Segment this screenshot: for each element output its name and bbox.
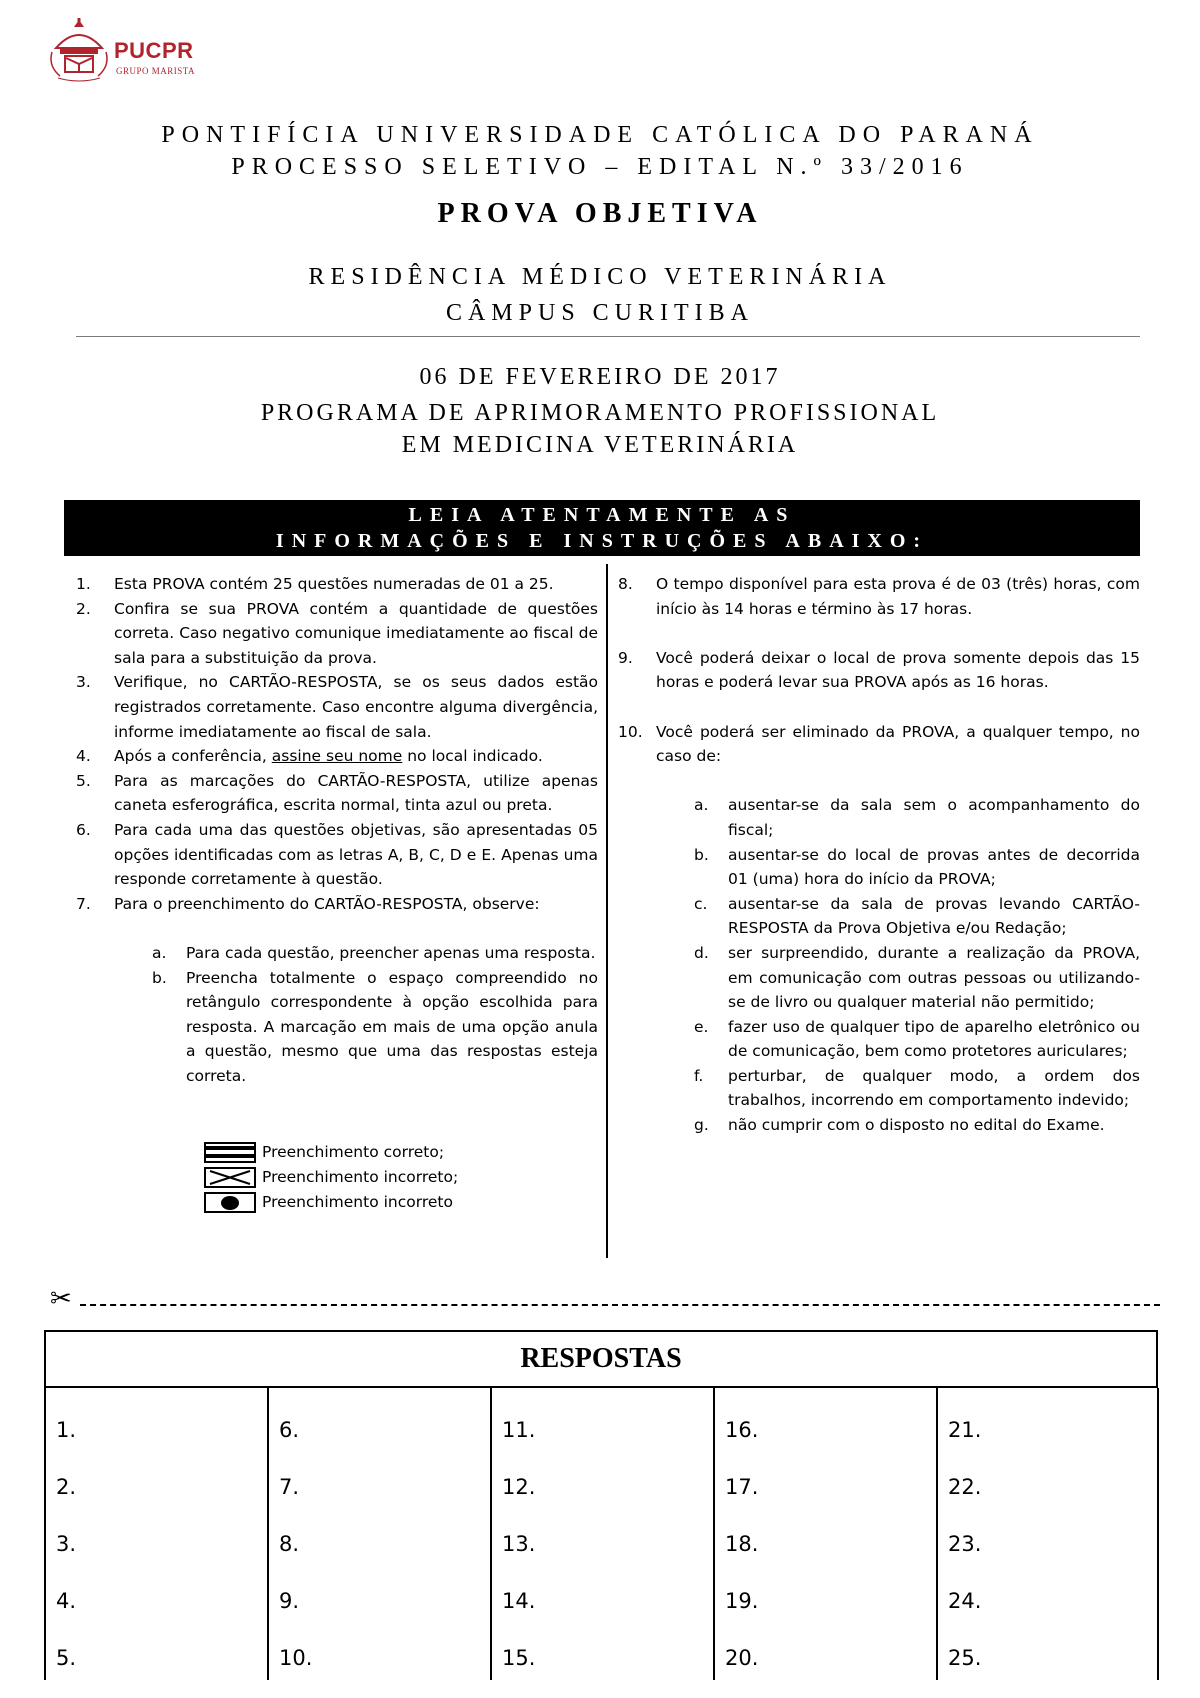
instructions-right-column — [612, 572, 1140, 1138]
subitem-letter: c. — [694, 894, 708, 913]
instruction-text: Para o preenchimento do CARTÃO-RESPOSTA, observe: — [114, 894, 540, 913]
instruction-text: Para as marcações do CARTÃO-RESPOSTA, utilize apenas caneta esferográfica, escrita normal, tinta azul ou preta. — [114, 771, 598, 815]
instruction-item — [70, 597, 598, 671]
instruction-item — [612, 720, 1140, 769]
instruction-subitem — [612, 793, 1140, 842]
instruction-text: no local indicado. — [402, 747, 543, 766]
legend-incorrect-label: Preenchimento incorreto; — [262, 1168, 459, 1186]
instruction-item — [70, 818, 598, 892]
item-number: 3. — [76, 673, 91, 692]
pucpr-crest-icon — [48, 18, 110, 82]
answer-slot: 5. — [56, 1646, 77, 1670]
instruction-text: Confira se sua PROVA contém a quantidade de questões correta. Caso negativo comunique imediatamente ao fiscal de sala para a substituição da prova. — [114, 599, 598, 667]
instruction-text: Para cada uma das questões objetivas, são apresentadas 05 opções identificadas com as letras A, B, C, D e E. Apenas uma responde corretamente à questão. — [114, 820, 598, 889]
answer-slot: 20. — [725, 1646, 759, 1670]
answer-slot: 11. — [502, 1418, 536, 1442]
answer-slot: 12. — [502, 1475, 536, 1499]
answer-slot: 16. — [725, 1418, 759, 1442]
column-divider — [606, 564, 608, 1258]
subitem-letter: e. — [694, 1017, 709, 1036]
subitem-letter: b. — [694, 845, 709, 864]
answer-slot: 18. — [725, 1532, 759, 1556]
answer-slot: 22. — [948, 1475, 982, 1499]
instruction-text: ausentar-se do local de provas antes de decorrida 01 (uma) hora do início da PROVA; — [728, 845, 1140, 889]
answer-slot: 2. — [56, 1475, 77, 1499]
item-number: 5. — [76, 771, 91, 790]
answer-column-divider — [267, 1388, 269, 1680]
instruction-text: Preencha totalmente o espaço compreendido no retângulo correspondente à opção escolhida para resposta. A marcação em mais de uma opção anula a questão, mesmo que uma das respostas esteja correta. — [186, 968, 598, 1085]
subitem-letter: d. — [694, 943, 709, 962]
instruction-item — [70, 892, 598, 917]
process-title: PROCESSO SELETIVO – EDITAL N.º 33/2016 — [231, 154, 969, 180]
answer-slot: 15. — [502, 1646, 536, 1670]
instruction-text: Após a conferência, — [114, 747, 272, 766]
scissors-icon: ✂ — [50, 1284, 72, 1314]
instruction-item — [70, 572, 598, 597]
answer-slot: 3. — [56, 1532, 77, 1556]
instruction-text: fazer uso de qualquer tipo de aparelho eletrônico ou de comunicação, bem como protetores auriculares; — [728, 1017, 1140, 1061]
instruction-text: Verifique, no CARTÃO-RESPOSTA, se os seus dados estão registrados corretamente. Caso encontre alguma divergência, informe imediatamente ao fiscal de sala. — [114, 673, 598, 741]
instruction-underlined-text: assine seu nome — [271, 747, 403, 766]
instruction-text: Você poderá deixar o local de prova somente depois das 15 horas e poderá levar sua PROVA após as 16 horas. — [656, 648, 1140, 692]
answer-slot: 9. — [279, 1589, 300, 1613]
program-title-line1: PROGRAMA DE APRIMORAMENTO PROFISSIONAL — [260, 400, 940, 426]
answer-slot: 8. — [279, 1532, 300, 1556]
instruction-text: ausentar-se da sala sem o acompanhamento do fiscal; — [728, 796, 1140, 839]
answer-slot: 4. — [56, 1589, 77, 1613]
legend-correct-label: Preenchimento correto; — [262, 1143, 445, 1161]
item-number: 7. — [76, 894, 91, 913]
answers-grid — [44, 1388, 1160, 1680]
banner-line1: LEIA ATENTAMENTE AS — [408, 504, 796, 526]
answer-slot: 13. — [502, 1532, 536, 1556]
instruction-text: ausentar-se da sala de provas levando CARTÃO-RESPOSTA da Prova Objetiva e/ou Redação; — [728, 894, 1140, 938]
instructions-banner — [64, 500, 1140, 556]
instruction-text: perturbar, de qualquer modo, a ordem dos trabalhos, incorrendo em comportamento indevido; — [728, 1066, 1140, 1110]
instruction-text: Você poderá ser eliminado da PROVA, a qualquer tempo, no caso de: — [656, 722, 1140, 766]
dot-mark-icon — [204, 1192, 256, 1213]
answer-slot: 17. — [725, 1475, 759, 1499]
answer-slot: 14. — [502, 1589, 536, 1613]
item-number: 8. — [618, 575, 633, 593]
answer-column-divider — [936, 1388, 938, 1680]
cut-line — [80, 1304, 1160, 1306]
answer-slot: 24. — [948, 1589, 982, 1613]
banner-line2: INFORMAÇÕES E INSTRUÇÕES ABAIXO: — [275, 530, 929, 552]
instruction-subitem — [612, 892, 1140, 941]
instruction-item — [70, 769, 598, 818]
answer-slot: 25. — [948, 1646, 982, 1670]
filled-mark-icon — [204, 1142, 256, 1163]
instruction-subitem — [612, 1015, 1140, 1064]
instruction-item — [612, 646, 1140, 695]
answer-column-divider — [490, 1388, 492, 1680]
subitem-letter: f. — [694, 1066, 704, 1085]
instruction-text: ser surpreendido, durante a realização da PROVA, em comunicação com outras pessoas ou utilizando-se de livro ou qualquer material não permitido; — [728, 943, 1140, 1012]
pucpr-logo — [48, 18, 208, 90]
header-divider — [76, 336, 1140, 337]
instruction-text: Esta PROVA contém 25 questões numeradas de 01 a 25. — [114, 575, 554, 593]
answer-slot: 6. — [279, 1418, 300, 1442]
instruction-text: O tempo disponível para esta prova é de 03 (três) horas, com início às 14 horas e término às 17 horas. — [656, 575, 1140, 618]
instruction-subitem — [70, 941, 598, 966]
residency-title: RESIDÊNCIA MÉDICO VETERINÁRIA — [308, 264, 892, 290]
program-title-line2: EM MEDICINA VETERINÁRIA — [401, 432, 799, 458]
university-title: PONTIFÍCIA UNIVERSIDADE CATÓLICA DO PARANÁ — [161, 122, 1039, 148]
instruction-subitem — [612, 1064, 1140, 1113]
instruction-item — [70, 744, 598, 769]
answer-column-divider — [1157, 1388, 1159, 1680]
instruction-item — [70, 670, 598, 744]
instructions-left-column — [70, 572, 598, 1088]
subitem-letter: a. — [694, 796, 709, 815]
answer-slot: 23. — [948, 1532, 982, 1556]
exam-date: 06 DE FEVEREIRO DE 2017 — [419, 364, 781, 390]
item-number: 10. — [618, 722, 643, 741]
item-number: 4. — [76, 747, 91, 766]
subitem-letter: g. — [694, 1116, 709, 1135]
item-number: 2. — [76, 599, 91, 618]
subitem-letter: a. — [152, 943, 167, 962]
answer-slot: 19. — [725, 1589, 759, 1613]
instruction-subitem — [70, 966, 598, 1089]
instruction-text: Para cada questão, preencher apenas uma resposta. — [186, 943, 596, 962]
logo-subtitle: GRUPO MARISTA — [116, 66, 196, 76]
instruction-subitem — [612, 941, 1140, 1015]
answer-slot: 21. — [948, 1418, 982, 1442]
legend-incorrect-label: Preenchimento incorreto — [262, 1193, 453, 1211]
instruction-item — [612, 572, 1140, 621]
subitem-letter: b. — [152, 968, 167, 987]
item-number: 1. — [76, 575, 91, 593]
exam-type-title: PROVA OBJETIVA — [437, 198, 763, 229]
logo-name: PUCPR — [114, 38, 194, 63]
instruction-subitem — [612, 843, 1140, 892]
item-number: 9. — [618, 648, 633, 667]
answer-slot: 7. — [279, 1475, 300, 1499]
campus-title: CÂMPUS CURITIBA — [445, 300, 755, 326]
x-mark-icon — [204, 1167, 256, 1188]
answers-title: RESPOSTAS — [44, 1330, 1158, 1388]
item-number: 6. — [76, 820, 91, 839]
answer-column-divider — [713, 1388, 715, 1680]
instruction-subitem — [612, 1113, 1140, 1138]
answer-slot: 10. — [279, 1646, 313, 1670]
instruction-text: não cumprir com o disposto no edital do Exame. — [728, 1116, 1105, 1135]
answer-column-divider — [44, 1388, 46, 1680]
answer-slot: 1. — [56, 1418, 77, 1442]
